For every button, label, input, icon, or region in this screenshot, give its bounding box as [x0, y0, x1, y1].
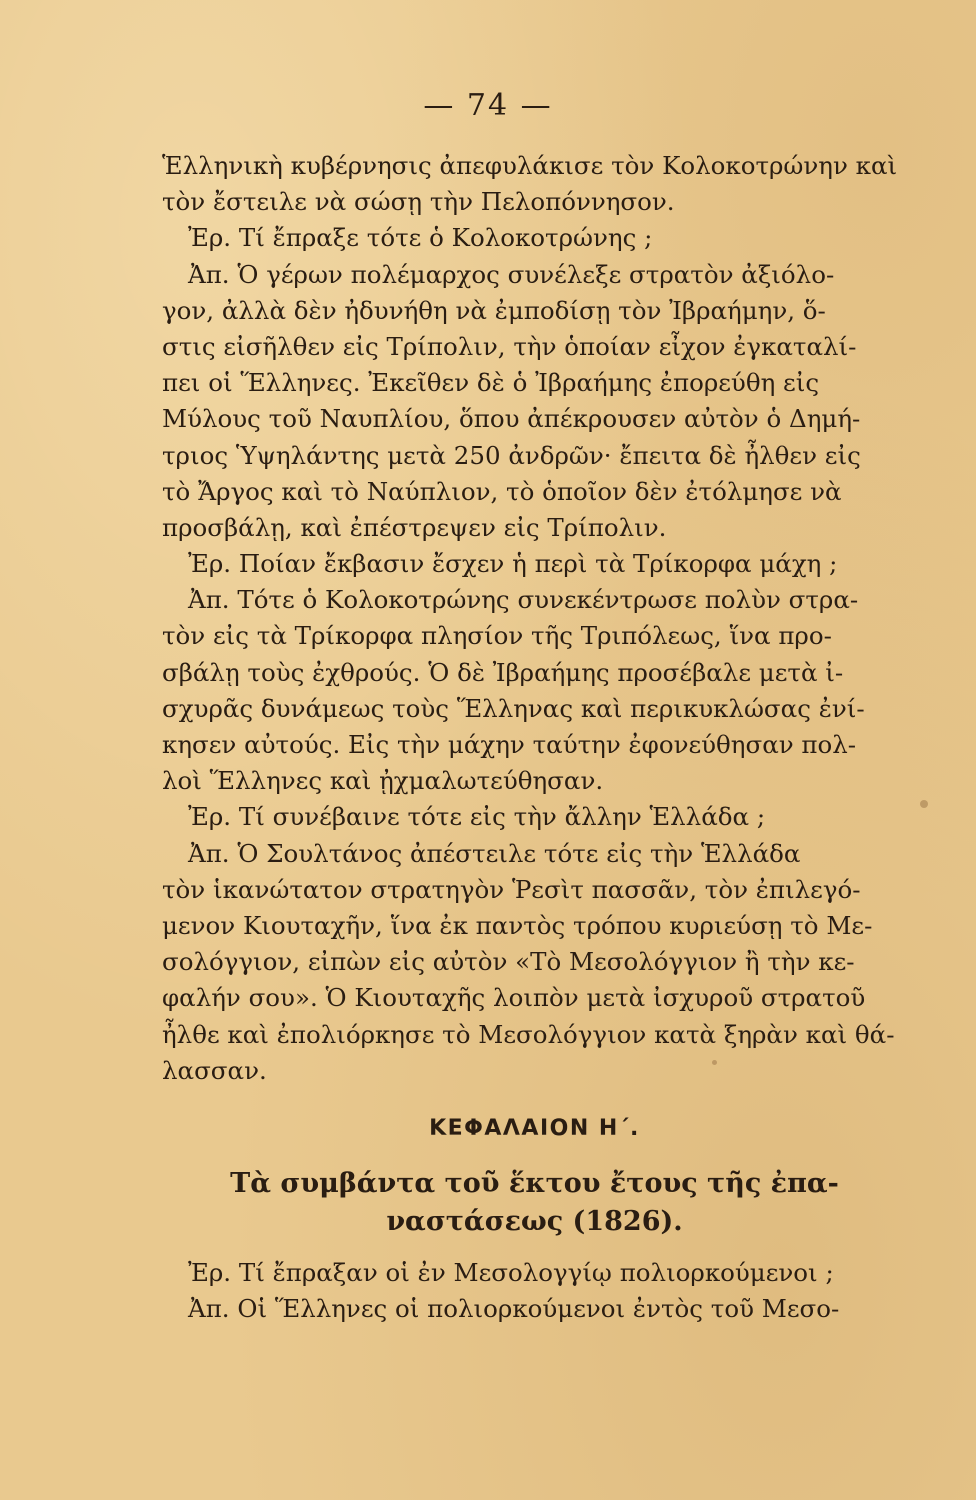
- text-line: τὸν εἰς τὰ Τρίκορφα πλησίον τῆς Τριπόλεως, ἵνα προ-: [162, 621, 832, 651]
- page-number: — 74 —: [423, 88, 553, 123]
- chapter-title-line-1: Τὰ συμβάντα τοῦ ἕκτου ἔτους τῆς ἐπα-: [230, 1167, 839, 1199]
- text-line: Ἀπ. Ὁ Σουλτάνος ἀπέστειλε τότε εἰς τὴν Ἑλλάδα: [188, 838, 801, 868]
- text-line: Ἐρ. Τί ἔπραξε τότε ὁ Κολοκοτρώνης ;: [188, 223, 653, 253]
- text-section-after-heading: [162, 1255, 907, 1327]
- text-line: στις εἰσῆλθεν εἰς Τρίπολιν, τὴν ὁποίαν εἶχον ἐγκαταλί-: [162, 331, 857, 361]
- chapter-label: ΚΕΦΑΛΑΙΟΝ Η΄.: [429, 1115, 640, 1141]
- text-line: σχυρᾶς δυνάμεως τοὺς Ἕλληνας καὶ περικυκλώσας ἐνί-: [162, 693, 865, 723]
- text-line: σβάλῃ τοὺς ἐχθρούς. Ὁ δὲ Ἰβραήμης προσέβαλε μετὰ ἰ-: [162, 657, 844, 687]
- text-line: τὸ Ἄργος καὶ τὸ Ναύπλιον, τὸ ὁποῖον δὲν ἐτόλμησε νὰ: [162, 476, 842, 506]
- text-line: Ἐρ. Τί συνέβαινε τότε εἰς τὴν ἄλλην Ἑλλάδα ;: [188, 802, 766, 832]
- text-line: Ἑλληνικὴ κυβέρνησις ἀπεφυλάκισε τὸν Κολοκοτρώνην καὶ: [162, 151, 898, 180]
- text-line: λασσαν.: [162, 1055, 267, 1085]
- text-line: μενον Κιουταχῆν, ἵνα ἐκ παντὸς τρόπου κυριεύσῃ τὸ Με-: [162, 910, 873, 940]
- text-line: Ἀπ. Ὁ γέρων πολέμαρχος συνέλεξε στρατὸν ἀξιόλο-: [188, 259, 835, 289]
- text-line: πει οἱ Ἕλληνες. Ἐκεῖθεν δὲ ὁ Ἰβραήμης ἐπορεύθη εἰς: [162, 368, 820, 398]
- text-line: τὸν ἱκανώτατον στρατηγὸν Ῥεσὶτ πασσᾶν, τὸν ἐπιλεγό-: [162, 874, 861, 904]
- text-section-before-heading: [162, 148, 907, 1089]
- text-body: [162, 148, 907, 1327]
- chapter-title-line-2: ναστάσεως (1826).: [386, 1205, 683, 1237]
- text-line: κησεν αὐτούς. Εἰς τὴν μάχην ταύτην ἐφονεύθησαν πολ-: [162, 730, 857, 759]
- text-line: τὸν ἔστειλε νὰ σώσῃ τὴν Πελοπόννησον.: [162, 187, 675, 217]
- text-line: Ἐρ. Ποίαν ἔκβασιν ἔσχεν ἡ περὶ τὰ Τρίκορφα μάχη ;: [188, 549, 838, 579]
- text-line: ἦλθε καὶ ἐπολιόρκησε τὸ Μεσολόγγιον κατὰ ξηρὰν καὶ θά-: [162, 1019, 895, 1049]
- text-line: Ἀπ. Τότε ὁ Κολοκοτρώνης συνεκέντρωσε πολὺν στρα-: [188, 585, 859, 615]
- text-line: σολόγγιον, εἰπὼν εἰς αὐτὸν «Τὸ Μεσολόγγιον ἢ τὴν κε-: [162, 947, 855, 977]
- text-line: Ἐρ. Τί ἔπραξαν οἱ ἐν Μεσολογγίῳ πολιορκούμενοι ;: [188, 1257, 834, 1287]
- text-line: προσβάλῃ, καὶ ἐπέστρεψεν εἰς Τρίπολιν.: [162, 512, 667, 542]
- text-line: Ἀπ. Οἱ Ἕλληνες οἱ πολιορκούμενοι ἐντὸς τοῦ Μεσο-: [188, 1294, 840, 1324]
- text-line: τριος Ὑψηλάντης μετὰ 250 ἀνδρῶν· ἔπειτα δὲ ἦλθεν εἰς: [162, 440, 861, 470]
- paper-spot: [712, 1060, 717, 1065]
- paper-spot: [920, 800, 928, 808]
- text-line: φαλήν σου». Ὁ Κιουταχῆς λοιπὸν μετὰ ἰσχυροῦ στρατοῦ: [162, 983, 866, 1013]
- text-line: Μύλους τοῦ Ναυπλίου, ὅπου ἀπέκρουσεν αὐτὸν ὁ Δημή-: [162, 404, 861, 434]
- text-line: λοὶ Ἕλληνες καὶ ᾐχμαλωτεύθησαν.: [162, 766, 604, 796]
- text-line: γον, ἀλλὰ δὲν ἠδυνήθη νὰ ἐμποδίσῃ τὸν Ἰβραήμην, ὅ-: [162, 295, 826, 325]
